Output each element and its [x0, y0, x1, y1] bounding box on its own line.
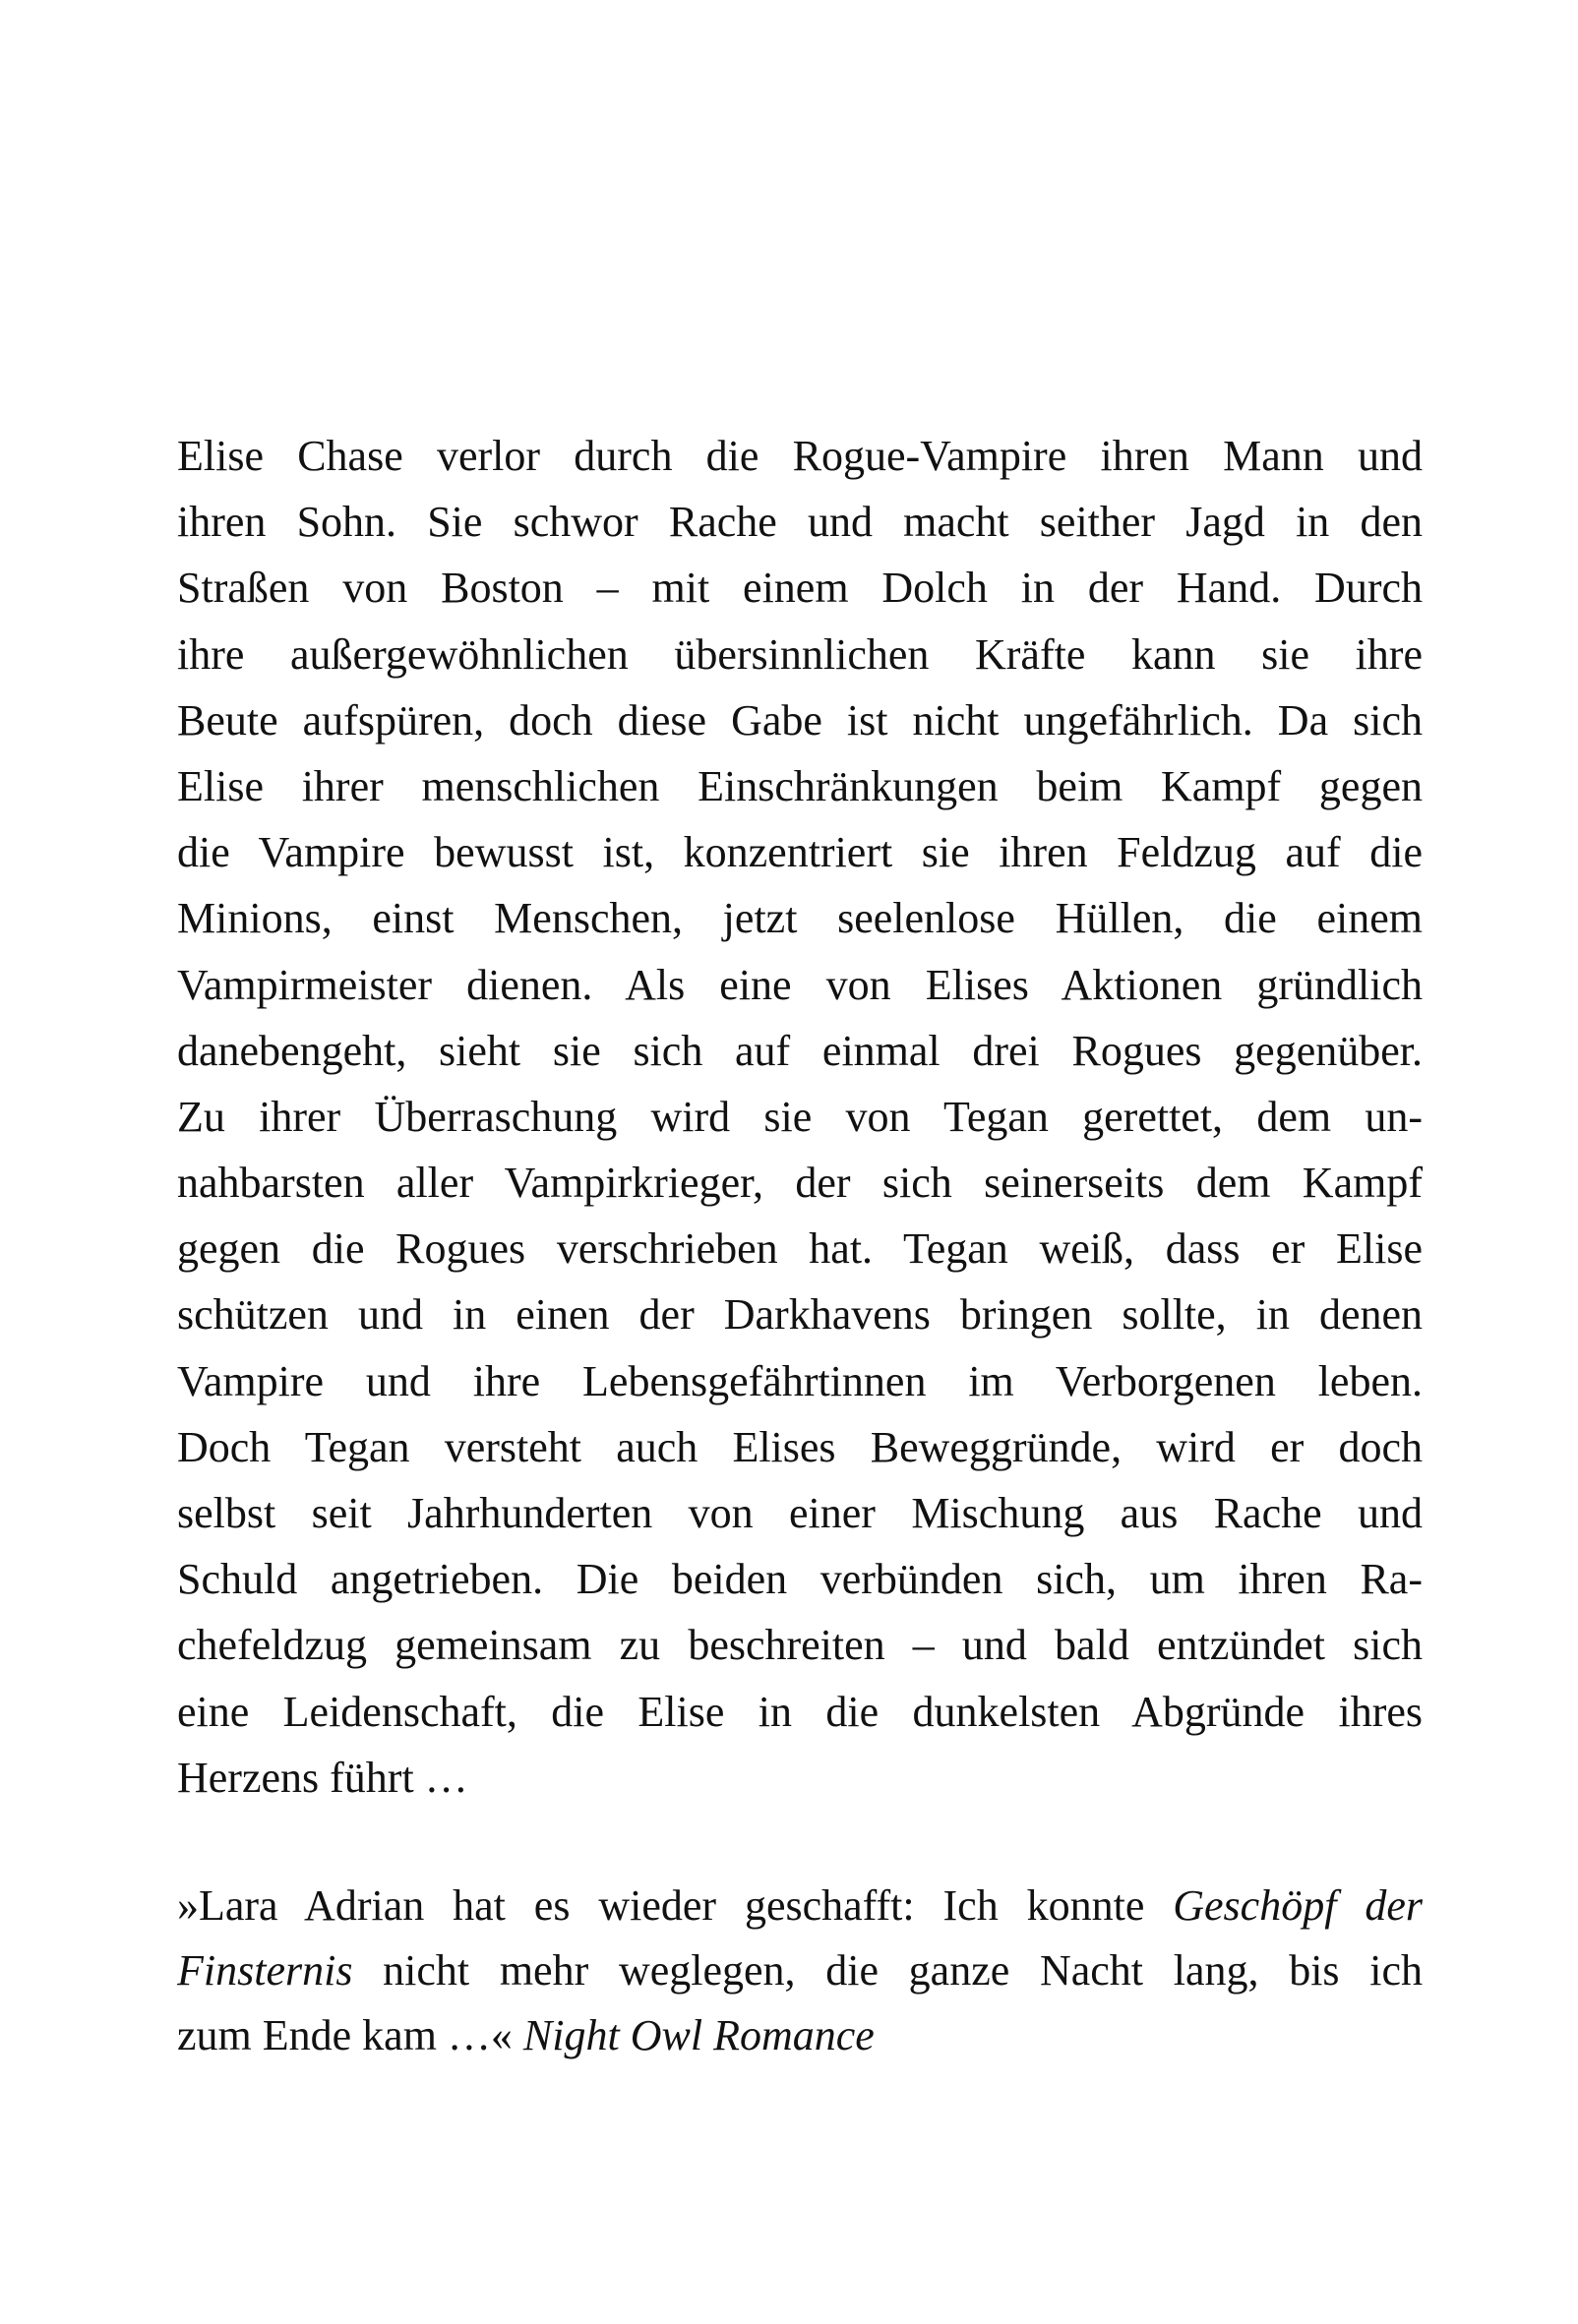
- blurb-line: Beute aufspüren, doch diese Gabe ist nicht ungefährlich. Da sich: [177, 695, 1423, 745]
- blurb-paragraph: [177, 423, 1423, 1811]
- blurb-line: Vampirmeister dienen. Als eine von Elises Aktionen gründlich: [177, 960, 1423, 1009]
- blurb-line: ihren Sohn. Sie schwor Rache und macht seither Jagd in den: [177, 498, 1423, 547]
- book-title: Geschöpf der: [1173, 1881, 1423, 1930]
- blurb-line: Minions, einst Menschen, jetzt seelenlose Hüllen, die einem: [177, 894, 1423, 943]
- book-title: Finsternis: [177, 1946, 353, 1995]
- blurb-line: schützen und in einen der Darkhavens bringen sollte, in denen: [177, 1290, 1423, 1340]
- review-quote: [177, 1874, 1423, 2068]
- blurb-line: Schuld angetrieben. Die beiden verbünden sich, um ihren Ra-: [177, 1555, 1423, 1604]
- review-text: zum Ende kam …«: [177, 2011, 523, 2059]
- blurb-line: selbst seit Jahrhunderten von einer Mischung aus Rache und: [177, 1489, 1423, 1537]
- blurb-line: Elise Chase verlor durch die Rogue-Vampire ihren Mann und: [177, 432, 1423, 480]
- blurb-line: danebengeht, sieht sie sich auf einmal drei Rogues gegenüber.: [177, 1026, 1423, 1075]
- review-line: [177, 1874, 1423, 1938]
- blurb-line: Zu ihrer Überraschung wird sie von Tegan gerettet, dem un-: [177, 1092, 1423, 1141]
- blurb-line: ihre außergewöhnlichen übersinnlichen Kräfte kann sie ihre: [177, 629, 1423, 679]
- blurb-line: Doch Tegan versteht auch Elises Beweggründe, wird er doch: [177, 1422, 1423, 1471]
- blurb-line: chefeldzug gemeinsam zu beschreiten – und bald entzündet sich: [177, 1621, 1423, 1670]
- blurb-line: die Vampire bewusst ist, konzentriert sie ihren Feldzug auf die: [177, 828, 1423, 877]
- review-source: Night Owl Romance: [522, 2011, 875, 2059]
- blurb-line: Herzens führt …: [177, 1753, 468, 1802]
- review-line: [177, 2003, 1423, 2068]
- blurb-line: eine Leidenschaft, die Elise in die dunkelsten Abgründe ihres: [177, 1687, 1423, 1736]
- review-text: »Lara Adrian hat es wieder geschafft: Ich konnte: [177, 1881, 1174, 1930]
- blurb-line: gegen die Rogues verschrieben hat. Tegan weiß, dass er Elise: [177, 1224, 1423, 1274]
- review-line: [177, 1938, 1423, 2003]
- blurb-line: Elise ihrer menschlichen Einschränkungen beim Kampf gegen: [177, 761, 1423, 810]
- blurb-line: Vampire und ihre Lebensgefährtinnen im Verborgenen leben.: [177, 1356, 1423, 1405]
- blurb-line: Straßen von Boston – mit einem Dolch in der Hand. Durch: [177, 564, 1423, 613]
- review-text: nicht mehr weglegen, die ganze Nacht lang, bis ich: [352, 1946, 1423, 1995]
- blurb-line: nahbarsten aller Vampirkrieger, der sich seinerseits dem Kampf: [177, 1159, 1423, 1208]
